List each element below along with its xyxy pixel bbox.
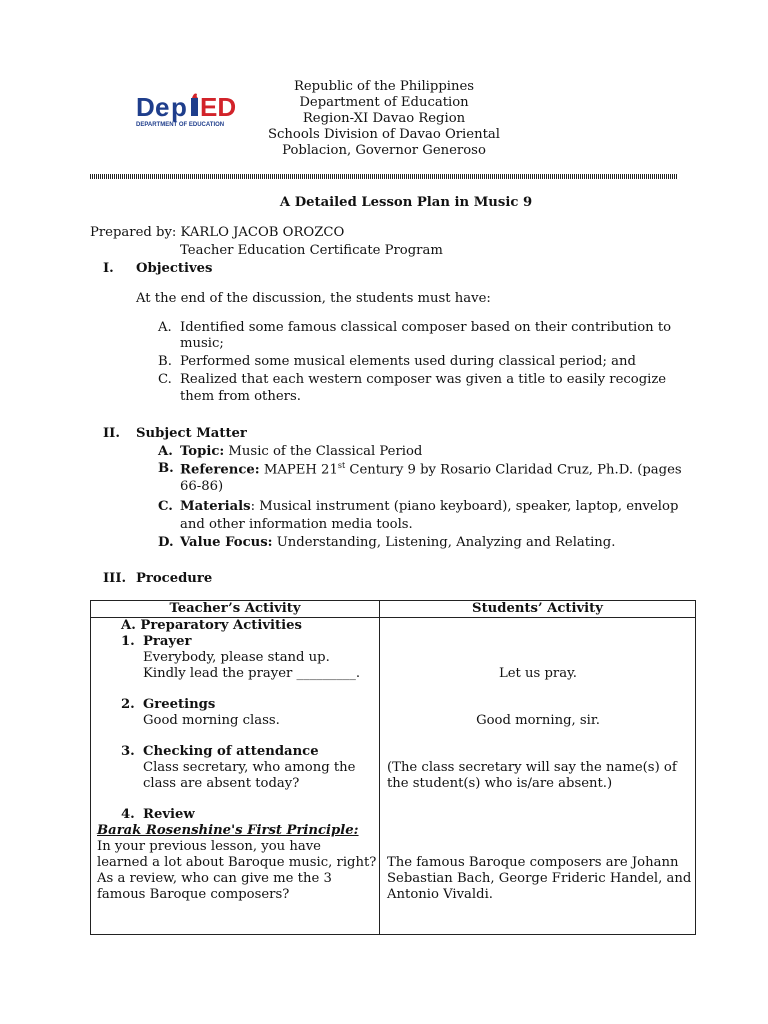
student-reply: Good morning, sir.: [476, 713, 600, 728]
subject-item-topic: [180, 444, 422, 459]
objective-letter: C.: [158, 372, 172, 387]
teacher-line: As a review, who can give me the 3: [97, 871, 332, 886]
teacher-line: Class secretary, who among the: [143, 760, 356, 775]
teacher-line: Everybody, please stand up.: [143, 650, 330, 665]
objective-text-cont: music;: [180, 336, 224, 351]
header-line-1: Republic of the Philippines: [293, 79, 475, 94]
subject-item-reference: [180, 461, 682, 477]
objective-text-cont: them from others.: [180, 389, 301, 404]
student-reply: Let us pray.: [498, 666, 577, 681]
prepared-by: Prepared by: KARLO JACOB OROZCO: [90, 225, 345, 240]
student-reply: Sebastian Bach, George Frideric Handel, and: [387, 871, 692, 886]
teacher-line: In your previous lesson, you have: [97, 839, 321, 854]
header-line-5: Poblacion, Governor Generoso: [282, 143, 486, 158]
step-title: Prayer: [143, 634, 192, 649]
student-reply: Antonio Vivaldi.: [387, 887, 493, 902]
subject-label: Topic:: [180, 444, 225, 459]
header-line-3: Region-XI Davao Region: [302, 111, 466, 126]
subject-value-line2: and other information media tools.: [180, 517, 413, 532]
subject-value: : Musical instrument (piano keyboard), speaker, laptop, envelop: [250, 499, 679, 514]
student-reply: (The class secretary will say the name(s) of: [387, 760, 677, 775]
svg-text:p: p: [171, 92, 187, 122]
step-title: Review: [143, 807, 195, 822]
step-number: 2.: [121, 697, 135, 712]
svg-text:D: D: [136, 92, 155, 122]
objectives-intro: At the end of the discussion, the students must have:: [136, 291, 491, 306]
activity-table: [90, 600, 696, 935]
objective-text: Performed some musical elements used during classical period; and: [180, 354, 636, 369]
subject-item-materials: [180, 499, 678, 514]
students-activity-cell: [380, 618, 696, 935]
step-number: 4.: [121, 807, 135, 822]
step-number: 3.: [121, 744, 135, 759]
subject-letter: B.: [158, 461, 174, 476]
student-reply: the student(s) who is/are absent.): [387, 776, 613, 791]
subject-letter: C.: [158, 499, 173, 514]
step-title: Checking of attendance: [143, 744, 319, 759]
subject-letter: D.: [158, 535, 174, 550]
svg-text:e: e: [155, 92, 170, 122]
teacher-line: Kindly lead the prayer _________.: [143, 666, 361, 681]
program-name: Teacher Education Certificate Program: [180, 243, 443, 258]
subject-number: II.: [103, 426, 120, 441]
step-title: Greetings: [143, 697, 216, 712]
procedure-heading: Procedure: [136, 571, 213, 586]
subject-label: Reference:: [180, 462, 260, 478]
student-reply: The famous Baroque composers are Johann: [387, 855, 679, 870]
superscript: st: [337, 461, 346, 470]
subject-value-line2: 66-86): [180, 479, 224, 494]
teacher-activity-cell: [91, 618, 380, 935]
subject-item-value-focus: [180, 535, 615, 550]
teacher-line: famous Baroque composers?: [97, 887, 290, 902]
objective-text: Realized that each western composer was given a title to easily recogize: [180, 372, 667, 387]
objective-text: Identified some famous classical composer based on their contribution to: [180, 320, 672, 335]
teacher-line: Good morning class.: [143, 713, 280, 728]
students-activity-header: Students’ Activity: [380, 601, 696, 618]
subject-label: Value Focus:: [180, 535, 273, 550]
subject-value: Music of the Classical Period: [224, 444, 423, 459]
step-number: 1.: [121, 634, 135, 649]
subject-heading: Subject Matter: [136, 426, 247, 441]
subject-value: MAPEH 21: [259, 462, 338, 478]
subject-value-cont: Century 9 by Rosario Claridad Cruz, Ph.D. (pages: [345, 462, 682, 478]
principle-title: Barak Rosenshine's First Principle:: [97, 823, 359, 838]
subject-value: Understanding, Listening, Analyzing and Relating.: [272, 535, 616, 550]
subject-letter: A.: [158, 444, 173, 459]
procedure-number: III.: [103, 571, 127, 586]
subject-label: Materials: [180, 499, 251, 514]
teacher-line: learned a lot about Baroque music, right?: [97, 855, 377, 870]
teacher-activity-header: Teacher’s Activity: [91, 601, 380, 618]
header-divider: [90, 174, 678, 179]
objectives-number: I.: [103, 261, 114, 276]
objective-letter: B.: [158, 354, 172, 369]
teacher-line: class are absent today?: [143, 776, 300, 791]
header-line-2: Department of Education: [299, 95, 469, 110]
objectives-heading: Objectives: [136, 261, 213, 276]
svg-text:ED: ED: [200, 92, 237, 122]
objective-letter: A.: [158, 320, 172, 335]
preparatory-heading: A. Preparatory Activities: [121, 618, 302, 633]
document-title: A Detailed Lesson Plan in Music 9: [279, 195, 533, 210]
svg-text:DEPARTMENT OF EDUCATION: DEPARTMENT OF EDUCATION: [136, 122, 225, 128]
header-line-4: Schools Division of Davao Oriental: [268, 127, 500, 142]
